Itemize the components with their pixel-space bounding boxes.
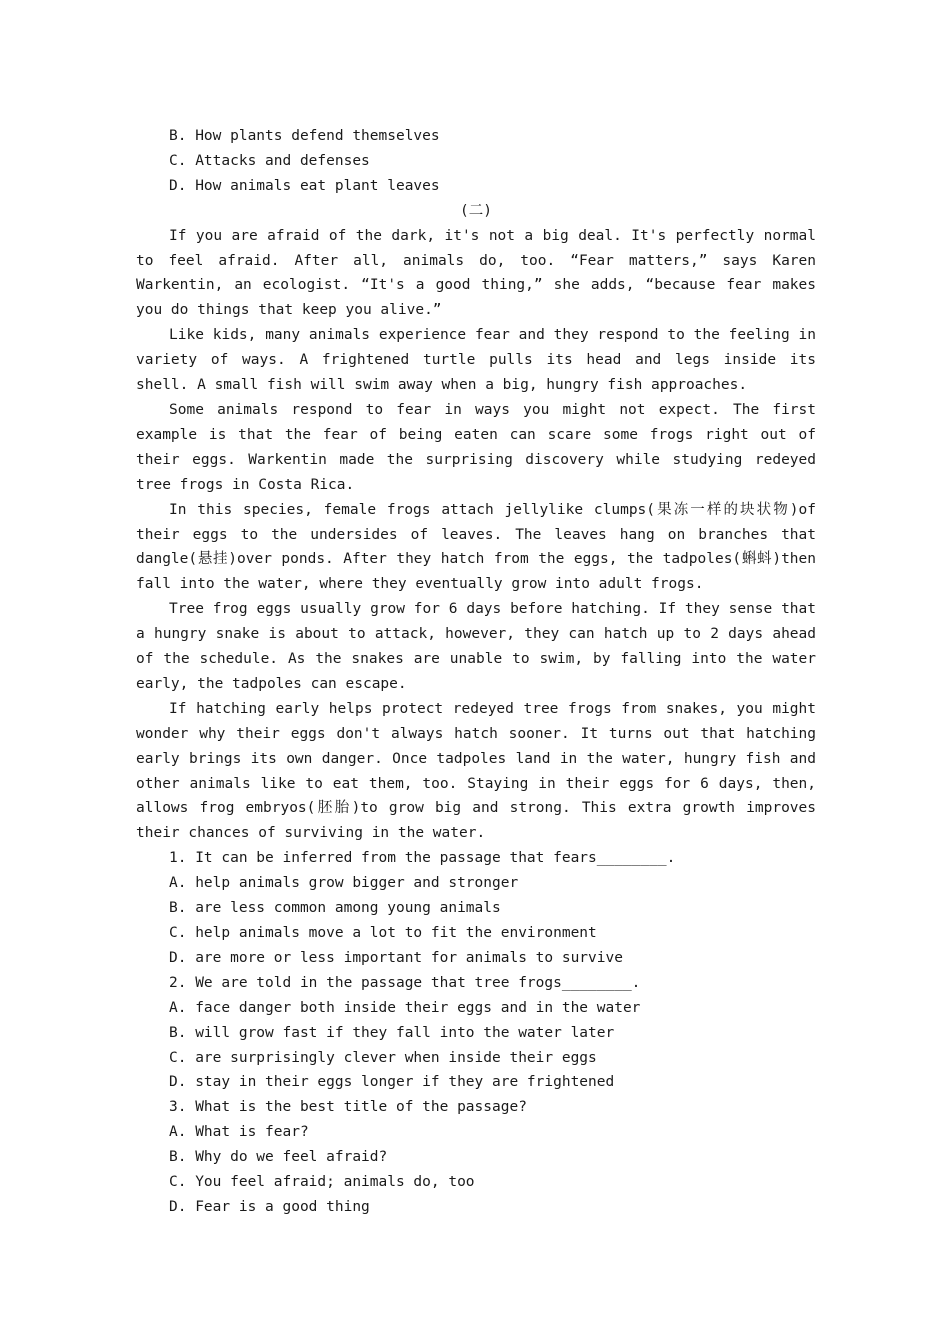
question-3-stem: 3. What is the best title of the passage? <box>169 1099 527 1116</box>
document-page <box>136 124 816 1220</box>
question-3-option-c: C. You feel afraid; animals do, too <box>169 1174 475 1191</box>
question-2-option-a: A. face danger both inside their eggs and in the water <box>169 999 641 1016</box>
prev-option-b: B. How plants defend themselves <box>169 128 440 144</box>
paragraph-3: Some animals respond to fear in ways you might not expect. The first example is that the fear of being eaten can scare some frogs right out of their eggs. Warkentin made the surprising discovery while studying redeyed tree frogs in Costa Rica. <box>136 401 816 493</box>
paragraph-4: In this species, female frogs attach jellylike clumps(果冻一样的块状物)of their eggs to the undersides of leaves. The leaves hang on branches that dangle(悬挂)over ponds. After they hatch from the eggs, the tadpoles(蝌蚪)then fall into the water, where they eventually grow into adult frogs. <box>136 501 816 593</box>
paragraph-6: If hatching early helps protect redeyed tree frogs from snakes, you might wonder why their eggs don't always hatch sooner. It turns out that hatching early brings its own danger. Once tadpoles land in the water, hungry fish and other animals like to eat them, too. Staying in their eggs for 6 days, then, allows frog embryos(胚胎)to grow big and strong. This extra growth improves their chances of surviving in the water. <box>136 700 816 842</box>
paragraph-2: Like kids, many animals experience fear and they respond to the feeling in variety of ways. A frightened turtle pulls its head and legs inside its shell. A small fish will swim away when a big, hungry fish approaches. <box>136 327 816 394</box>
paragraph-5: Tree frog eggs usually grow for 6 days before hatching. If they sense that a hungry snake is about to attack, however, they can hatch up to 2 days ahead of the schedule. As the snakes are unable to swim, by falling into the water early, the tadpoles can escape. <box>136 601 816 692</box>
question-2-option-d: D. stay in their eggs longer if they are frightened <box>169 1074 615 1091</box>
question-2-option-c: C. are surprisingly clever when inside their eggs <box>169 1049 597 1066</box>
question-1-option-d: D. are more or less important for animals to survive <box>169 949 623 966</box>
question-2-option-b: B. will grow fast if they fall into the water later <box>169 1024 615 1041</box>
question-1-option-c: C. help animals move a lot to fit the environment <box>169 925 597 941</box>
question-1-option-b: B. are less common among young animals <box>169 900 501 917</box>
prev-option-d: D. How animals eat plant leaves <box>169 177 440 194</box>
question-2-stem: 2. We are told in the passage that tree frogs________. <box>169 974 641 991</box>
question-3-option-d: D. Fear is a good thing <box>169 1198 370 1215</box>
prev-option-c: C. Attacks and defenses <box>169 152 370 169</box>
paragraph-1: If you are afraid of the dark, it's not a big deal. It's perfectly normal to feel afraid. After all, animals do, too. “Fear matters,” says Karen Warkentin, an ecologist. “It's a good thing,” she adds, “because fear makes you do things that keep you alive.” <box>136 227 816 319</box>
question-1-option-a: A. help animals grow bigger and stronger <box>169 875 519 892</box>
question-1-stem: 1. It can be inferred from the passage that fears________. <box>169 850 676 867</box>
question-3-option-a: A. What is fear? <box>169 1124 309 1141</box>
question-3-option-b: B. Why do we feel afraid? <box>169 1149 388 1166</box>
section-heading: (二) <box>460 202 492 219</box>
